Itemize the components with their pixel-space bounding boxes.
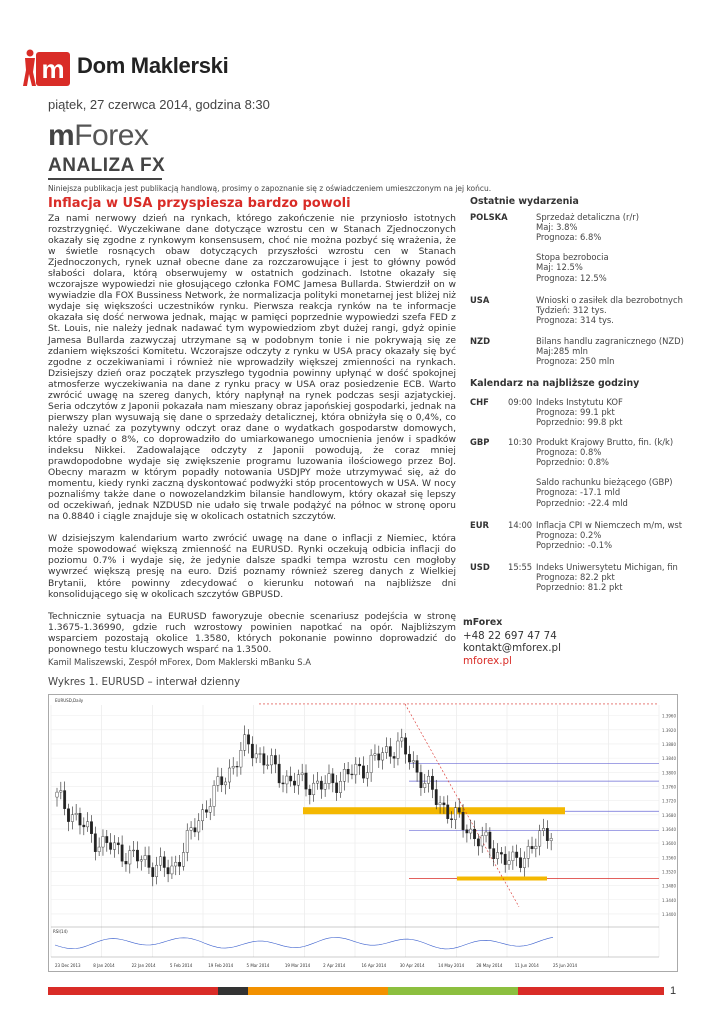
candle bbox=[332, 774, 334, 783]
candle bbox=[159, 857, 161, 865]
candle bbox=[282, 783, 284, 784]
y-tick-label: 1.3920 bbox=[662, 727, 676, 733]
candle bbox=[79, 813, 81, 825]
candle bbox=[144, 855, 146, 859]
candle bbox=[75, 813, 77, 814]
candle bbox=[493, 849, 495, 859]
candle bbox=[519, 858, 521, 868]
candle bbox=[535, 846, 537, 849]
country-code: EUR bbox=[470, 520, 489, 530]
paragraph: W dzisiejszym kalendarium warto zwrócić uwagę na dane o inflacji z Niemiec, która może spowodować większą zmienność na EURUSD. Rynki oczekują odbicia inflacji do poziomu 0.7% i wydaje się, że jedynie dalsze spadki tempa wzrostu cen mogłoby wywrzeć większą presję na euro. Dziś poznamy również szereg danych z Wielkiej Brytanii, które powinny zdecydować o kierunku notowań na najbliższe dni konsolidującego się w okolicach szczytów GBPUSD. bbox=[48, 533, 456, 600]
y-tick-label: 1.3720 bbox=[662, 798, 676, 804]
candle bbox=[251, 744, 253, 758]
resistance-zone bbox=[303, 807, 565, 814]
x-tick-label: 19 Mar 2014 bbox=[284, 963, 311, 968]
candle bbox=[83, 825, 85, 827]
candle bbox=[489, 832, 491, 849]
candle bbox=[194, 828, 196, 832]
candle bbox=[389, 747, 391, 757]
candle bbox=[481, 836, 483, 846]
indicator-line bbox=[55, 937, 553, 949]
candle bbox=[378, 754, 380, 760]
event-time: 09:00 bbox=[508, 397, 533, 407]
candle bbox=[98, 847, 100, 852]
event-text: Indeks Instytutu KOF Prognoza: 99.1 pkt Poprzednio: 99.8 pkt bbox=[536, 397, 623, 428]
trend-line bbox=[405, 704, 519, 907]
candle bbox=[470, 829, 472, 833]
event-text: Wnioski o zasiłek dla bezrobotnych Tydzień: 312 tys. Prognoza: 314 tys. bbox=[536, 295, 683, 326]
candle bbox=[71, 815, 73, 822]
candle bbox=[175, 862, 177, 866]
candle bbox=[297, 775, 299, 785]
chart-caption: Wykres 1. EURUSD – interwał dzienny bbox=[48, 677, 241, 688]
candle bbox=[431, 776, 433, 789]
y-tick-label: 1.3520 bbox=[662, 869, 676, 875]
contact-block bbox=[463, 617, 561, 667]
brand-title: mForex bbox=[48, 119, 149, 152]
candle bbox=[266, 765, 268, 766]
x-tick-label: 11 Jun 2014 bbox=[514, 963, 539, 968]
candle bbox=[309, 789, 311, 795]
country-code: NZD bbox=[470, 336, 491, 346]
candle bbox=[270, 755, 272, 764]
candle bbox=[167, 868, 169, 874]
candle bbox=[305, 773, 307, 789]
candle bbox=[351, 774, 353, 775]
section-title: ANALIZA FX bbox=[48, 155, 166, 176]
candle bbox=[401, 738, 403, 741]
y-tick-label: 1.3960 bbox=[662, 713, 676, 719]
y-tick-label: 1.3440 bbox=[662, 897, 676, 903]
candle bbox=[508, 861, 510, 865]
footer-color-bar bbox=[48, 987, 664, 995]
candle bbox=[263, 754, 265, 765]
chart-title: EURUSD,Daily bbox=[55, 698, 84, 703]
candle bbox=[301, 773, 303, 775]
y-tick-label: 1.3640 bbox=[662, 826, 676, 832]
x-tick-label: 22 Jan 2014 bbox=[131, 963, 156, 968]
candle bbox=[458, 808, 460, 812]
candle bbox=[473, 829, 475, 839]
candle bbox=[523, 858, 525, 867]
candle bbox=[496, 852, 498, 858]
candle bbox=[244, 735, 246, 751]
candle bbox=[397, 741, 399, 758]
candle bbox=[155, 865, 157, 877]
event-time: 10:30 bbox=[508, 437, 533, 447]
candle bbox=[355, 764, 357, 775]
contact-website[interactable]: mforex.pl bbox=[463, 654, 512, 667]
y-tick-label: 1.3560 bbox=[662, 855, 676, 861]
candle bbox=[247, 735, 249, 744]
support-zone bbox=[457, 877, 547, 881]
candle bbox=[542, 828, 544, 830]
y-tick-label: 1.3600 bbox=[662, 841, 676, 847]
candle bbox=[228, 768, 230, 782]
candle bbox=[374, 754, 376, 755]
candle bbox=[152, 867, 154, 876]
recent-events-title: Ostatnie wydarzenia bbox=[470, 196, 579, 207]
country-code: POLSKA bbox=[470, 212, 508, 222]
candle bbox=[546, 828, 548, 840]
candle bbox=[404, 738, 406, 754]
y-tick-label: 1.3680 bbox=[662, 812, 676, 818]
candle bbox=[362, 766, 364, 778]
eurusd-chart bbox=[48, 694, 678, 972]
candle bbox=[538, 831, 540, 846]
x-tick-label: 8 Jan 2014 bbox=[93, 963, 115, 968]
contact-name: mForex bbox=[463, 617, 503, 628]
candle bbox=[512, 852, 514, 861]
candle bbox=[178, 862, 180, 866]
x-tick-label: 19 Feb 2014 bbox=[208, 963, 234, 968]
calendar-title: Kalendarz na najbliższe godziny bbox=[470, 378, 640, 389]
event-time: 14:00 bbox=[508, 520, 533, 530]
article-body bbox=[48, 213, 456, 666]
candle bbox=[462, 812, 464, 830]
candle bbox=[182, 852, 184, 866]
candle bbox=[224, 782, 226, 785]
logo-letter: m bbox=[36, 52, 70, 86]
y-tick-label: 1.3840 bbox=[662, 756, 676, 762]
candle bbox=[424, 783, 426, 787]
candle bbox=[293, 781, 295, 785]
candle bbox=[240, 750, 242, 767]
x-tick-label: 5 Mar 2014 bbox=[246, 963, 270, 968]
x-tick-label: 28 May 2014 bbox=[476, 963, 503, 968]
candle bbox=[205, 810, 207, 813]
candle bbox=[393, 756, 395, 758]
x-tick-label: 25 Jun 2014 bbox=[553, 963, 578, 968]
x-tick-label: 2 Apr 2014 bbox=[323, 963, 346, 968]
candle bbox=[129, 851, 131, 864]
event-text: Inflacja CPI w Niemczech m/m, wst Prognoza: 0.2% Poprzednio: -0.1% bbox=[536, 520, 683, 551]
contact-email[interactable]: kontakt@mforex.pl bbox=[463, 642, 561, 654]
candle bbox=[213, 785, 215, 806]
paragraph: Technicznie sytuacja na EURUSD faworyzuje obecnie scenariusz podejścia w stronę 1.3675-1.36990, gdzie ruch wzrostowy powinien napotkać na opór. Najbliższym wsparciem pozostają okolice 1.3580, których pokonanie powinno doprowadzić do ponownego testu kluczowych wsparć na 1.3500. bbox=[48, 610, 456, 655]
y-tick-label: 1.3880 bbox=[662, 741, 676, 747]
candle bbox=[113, 843, 115, 850]
candle bbox=[63, 791, 65, 809]
candle bbox=[450, 819, 452, 820]
candle bbox=[408, 754, 410, 762]
disclaimer: Niniejsza publikacja jest publikacją handlową, prosimy o zapoznanie się z oświadczeniem umieszczonym na jej końcu. bbox=[48, 184, 492, 193]
candle bbox=[106, 836, 108, 842]
x-tick-label: 14 May 2014 bbox=[438, 963, 465, 968]
title-divider bbox=[48, 178, 162, 180]
candle bbox=[485, 832, 487, 836]
candle bbox=[186, 830, 188, 852]
candle bbox=[324, 783, 326, 789]
candle bbox=[232, 766, 234, 768]
candle bbox=[435, 790, 437, 805]
candle bbox=[427, 776, 429, 783]
candle bbox=[443, 803, 445, 805]
country-code: USA bbox=[470, 295, 490, 305]
candle bbox=[125, 861, 127, 864]
candle bbox=[500, 852, 502, 854]
candle bbox=[312, 783, 314, 795]
article-headline: Inflacja w USA przyspiesza bardzo powoli bbox=[48, 196, 351, 211]
candle bbox=[136, 850, 138, 861]
country-code: CHF bbox=[470, 397, 489, 407]
company-logo bbox=[22, 40, 272, 90]
candle bbox=[381, 753, 383, 760]
candle bbox=[339, 781, 341, 792]
chart-canvas bbox=[49, 695, 677, 971]
candle bbox=[466, 830, 468, 833]
candle bbox=[60, 791, 62, 793]
candle bbox=[328, 774, 330, 784]
country-code: GBP bbox=[470, 437, 490, 447]
candle bbox=[121, 845, 123, 861]
candle bbox=[201, 810, 203, 821]
candle bbox=[320, 781, 322, 789]
candle bbox=[335, 783, 337, 793]
candle bbox=[132, 850, 134, 851]
candle bbox=[86, 822, 88, 827]
page-number: 1 bbox=[670, 985, 677, 997]
event-text: Produkt Krajowy Brutto, fin. (k/k) Prognoza: 0.8% Poprzednio: 0.8% Saldo rachunku bieżącego (GBP) Prognoza: -17.1 mld Poprzednio: -22.4 mld bbox=[536, 437, 674, 508]
candle bbox=[190, 828, 192, 831]
candle bbox=[439, 803, 441, 805]
candle bbox=[109, 843, 111, 850]
y-tick-label: 1.3480 bbox=[662, 883, 676, 889]
candle bbox=[531, 846, 533, 848]
candle bbox=[385, 747, 387, 753]
candle bbox=[67, 809, 69, 822]
x-tick-label: 5 Feb 2014 bbox=[169, 963, 193, 968]
candle bbox=[420, 772, 422, 787]
country-code: USD bbox=[470, 562, 490, 572]
candle bbox=[90, 822, 92, 834]
candle bbox=[412, 761, 414, 763]
y-tick-label: 1.3800 bbox=[662, 770, 676, 776]
candle bbox=[416, 761, 418, 773]
candle bbox=[221, 777, 223, 785]
x-tick-label: 16 Apr 2014 bbox=[361, 963, 387, 968]
candle bbox=[217, 777, 219, 786]
candle bbox=[163, 857, 165, 868]
event-time: 15:55 bbox=[508, 562, 533, 572]
candle bbox=[358, 764, 360, 766]
candle bbox=[274, 755, 276, 764]
candle bbox=[236, 766, 238, 767]
x-tick-label: 30 Apr 2014 bbox=[399, 963, 425, 968]
candle bbox=[209, 806, 211, 812]
candle bbox=[56, 792, 58, 797]
event-text: Bilans handlu zagranicznego (NZD) Maj:285 mln Prognoza: 250 mln bbox=[536, 336, 684, 367]
indicator-label: RSI(14) bbox=[53, 929, 68, 934]
candle bbox=[148, 855, 150, 867]
event-text: Sprzedaż detaliczna (r/r) Maj: 3.8% Prognoza: 6.8% Stopa bezrobocia Maj: 12.5% Prognoza: 12.5% bbox=[536, 212, 640, 283]
logo-text: Dom Maklerski bbox=[77, 53, 229, 78]
candle bbox=[289, 776, 291, 781]
candle bbox=[278, 764, 280, 783]
candle bbox=[94, 834, 96, 852]
candle bbox=[343, 769, 345, 781]
candle bbox=[347, 769, 349, 774]
event-text: Indeks Uniwersytetu Michigan, fin Prognoza: 82.2 pkt Poprzednio: 81.2 pkt bbox=[536, 562, 678, 593]
candle bbox=[477, 839, 479, 846]
candle bbox=[198, 821, 200, 832]
candle bbox=[286, 776, 288, 784]
candle bbox=[102, 836, 104, 847]
candle bbox=[527, 846, 529, 858]
candle bbox=[316, 781, 318, 783]
candle bbox=[140, 860, 142, 861]
x-tick-label: 23 Dec 2013 bbox=[55, 963, 81, 968]
paragraph: Za nami nerwowy dzień na rynkach, którego zakończenie nie przyniosło istotnych rozstrzygnięć. Wyczekiwane dane dotyczące wzrostu cen w Stanach Zjednoczonych okazały się zgodne z rynkowym konsensusem, choć nie można pozbyć się wrażenia, że w świetle rosnących obaw dotyczących przyszłości wzrostu cen w Stanach Zjednoczonych, rynek uznał obecne dane za rozczarowujące i jest to główny powód słabości dolara, którą obserwujemy w ostatnich godzinach. Istotne okazały się wczorajsze wypowiedzi nie głosującego członka FOMC Jamesa Bullarda. Stwierdził on w wywiadzie dla FOX Bussiness Network, że normalizacja polityki monetarnej jest bliżej niż wydaje się większości uczestników rynku. Pierwsza reakcja rynków na te informacje okazała się dość nerwowa jednak, mając w pamięci poprzednie wypowiedzi szefa FED z St. Louis, nie należy jednak nadawać tym wypowiedziom zbyt dużej rangi, gdyż opinie Jamesa Bullarda zazwyczaj utrzymane są w podobnym tonie i nie pokrywają się ze zdaniem większości Komitetu. Wczorajsze odczyty z rynku w USA pracy okazały się być zgodne z oczekiwaniami i również nie wprowadziły większej zmienności na rynkach. Dzisiejszy dzień oraz początek przyszłego tygodnia powinny upłynąć w dość spokojnej atmosferze wyczekiwania na dane z rynku pracy w USA oraz posiedzenie ECB. Warto zwrócić uwagę na szereg danych, który napłynął na rynek podczas sesji azjatyckiej. Seria odczytów z Japonii pokazała nam mieszany obraz japońskiej gospodarki, jednak na pierwszy plan wysuwają się dane o sprzedaży detalicznej, która obniżyła się o 0,4%, co należy uznać za pozytywny odczyt oraz dane o wydatkach gospodarstw domowych, które spadły o 8%, co doprowadziło do umiarkowanego umocnienia jenów i spadków indeksu Nikkei. Zadowalające odczyty z Japonii powodują, że coraz mniej prawdopodobne wydaje się zwiększenie programu luzowania ilościowego przez BoJ. Obecny marazm w którym popadły notowania USDJPY może utrzymywać się, aż do momentu, kiedy rynki zaczną dyskontować podwyżki stóp procentowych w USA. W nocy poznaliśmy także dane o nowozelandzkim bilansie handlowym, który okazał się lepszy od oczekiwań, jednak NZDUSD nie udało się trwale podążyć na północ w stronę oporu na 0.8840 i ciągle znajduje się w okolicach ostatnich szczytów. bbox=[48, 213, 456, 523]
contact-phone[interactable]: +48 22 697 47 74 bbox=[463, 629, 557, 642]
publication-date: piątek, 27 czerwca 2014, godzina 8:30 bbox=[48, 97, 270, 112]
candle bbox=[370, 755, 372, 772]
candle bbox=[366, 773, 368, 779]
candle bbox=[515, 852, 517, 858]
candle bbox=[454, 808, 456, 820]
candle bbox=[117, 843, 119, 845]
candle bbox=[504, 854, 506, 864]
candle bbox=[171, 866, 173, 874]
candle bbox=[550, 838, 552, 840]
candle bbox=[259, 754, 261, 755]
author-line: Kamil Maliszewski, Zespół mForex, Dom Maklerski mBanku S.A bbox=[48, 657, 312, 667]
y-tick-label: 1.3760 bbox=[662, 784, 676, 790]
y-tick-label: 1.3400 bbox=[662, 911, 676, 917]
candle bbox=[255, 754, 257, 758]
candle bbox=[447, 805, 449, 819]
